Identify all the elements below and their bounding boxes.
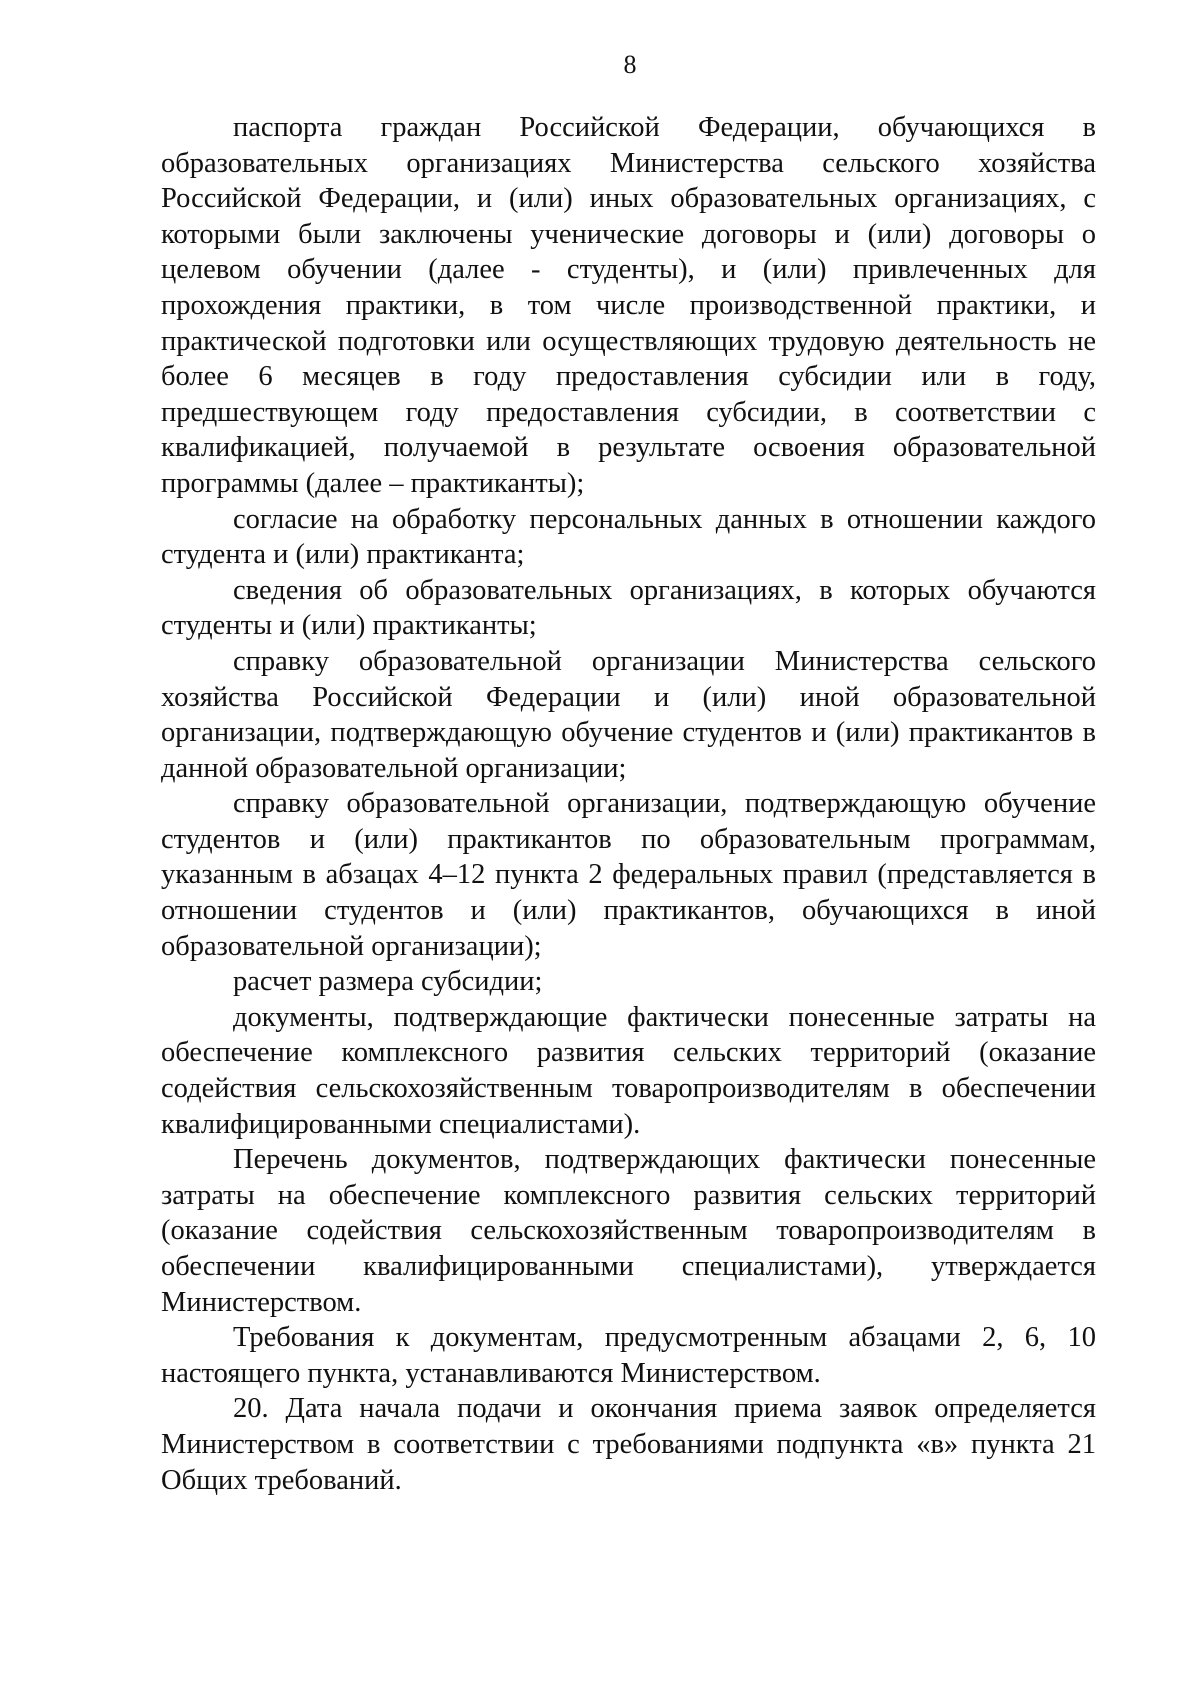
paragraph-item-20: 20. Дата начала подачи и окончания приема заявок определяется Министерством в соответствии с требованиями подпункта «в» пункта 21 Общих требований. — [161, 1393, 1096, 1496]
document-body — [161, 110, 1096, 1498]
paragraph-subsidy-calculation: расчет размера субсидии; — [233, 966, 543, 998]
paragraph-document-requirements: Требования к документам, предусмотренным абзацами 2, 6, 10 настоящего пункта, устанавливаются Министерством. — [161, 1322, 1096, 1389]
paragraph-documents-list: Перечень документов, подтверждающих фактически понесенные затраты на обеспечение комплексного развития сельских территорий (оказание содействия сельскохозяйственным товаропроизводителям в обеспечении квалифицированными специалистами), утверждается Министерством. — [161, 1144, 1096, 1318]
paragraph-expense-documents: документы, подтверждающие фактически понесенные затраты на обеспечение комплексного развития сельских территорий (оказание содействия сельскохозяйственным товаропроизводителям в обеспечении квалифицированными специалистами). — [161, 1001, 1096, 1140]
paragraph-consent: согласие на обработку персональных данных в отношении каждого студента и (или) практиканта; — [161, 503, 1096, 571]
paragraph-ministry-certificate: справку образовательной организации Министерства сельского хозяйства Российской Федерации и (или) иной образовательной организации, подтверждающую обучение студентов и (или) практикантов в данной образовательной организации; — [161, 645, 1096, 784]
paragraph-passport-list: паспорта граждан Российской Федерации, обучающихся в образовательных организациях Министерства сельского хозяйства Российской Федерации, и (или) иных образовательных организациях, с которыми были заключены ученические договоры и (или) договоры о целевом обучении (далее - студенты), и (или) привлеченных для прохождения практики, в том числе производственной практики, и практической подготовки или осуществляющих трудовую деятельность не более 6 месяцев в году предоставления субсидии или в году, предшествующем году предоставления субсидии, в соответствии с квалификацией, получаемой в результате освоения образовательной программы (далее – практиканты); — [161, 112, 1096, 499]
page-number: 8 — [623, 50, 637, 79]
paragraph-organizations-info: сведения об образовательных организациях, в которых обучаются студенты и (или) практиканты; — [161, 574, 1096, 642]
paragraph-education-certificate: справку образовательной организации, подтверждающую обучение студентов и (или) практикантов по образовательным программам, указанным в абзацах 4–12 пункта 2 федеральных правил (представляется в отношении студентов и (или) практикантов, обучающихся в иной образовательной организации); — [161, 788, 1096, 962]
